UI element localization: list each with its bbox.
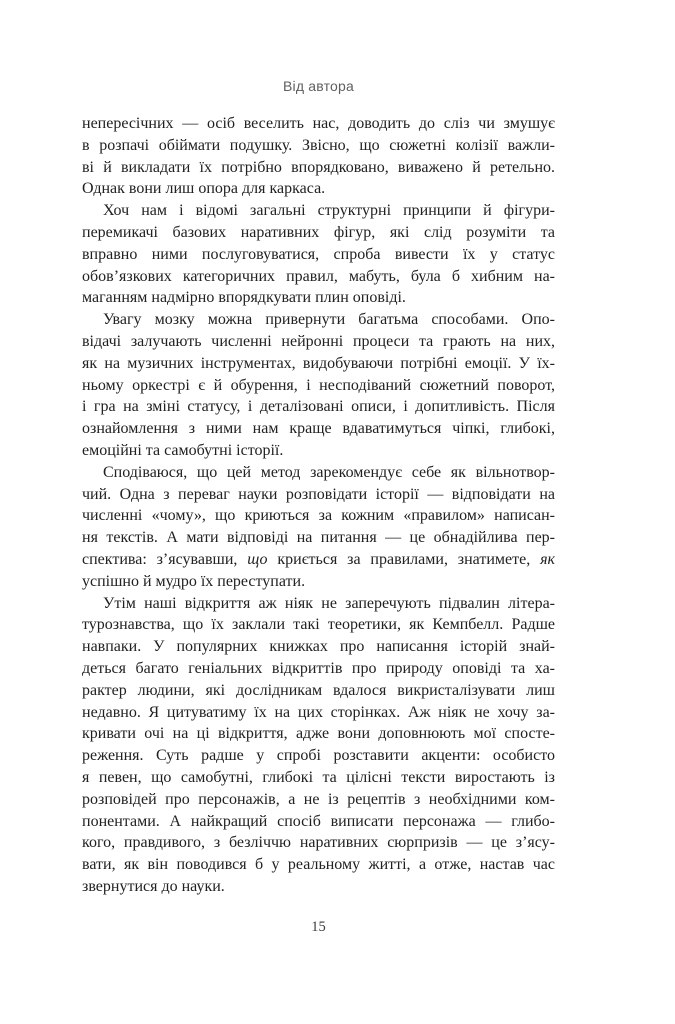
text-line: непересічних — осіб веселить нас, доводить до сліз чи змушує: [82, 115, 555, 132]
text-line: звернутися до науки.: [82, 877, 225, 895]
text-line: реження. Суть радше у спробі розставити акценти: особисто: [82, 747, 555, 765]
text-line: відачі залучають численні нейронні процеси та грають на них,: [82, 332, 555, 350]
text-line: в розпачі обіймати подушку. Звісно, що сюжетні колізії важли-: [82, 136, 555, 154]
text-line: кого, правдивого, з безліччю наративних сюрпризів — це з’ясу-: [82, 834, 555, 852]
text-line: я певен, що самобутні, глибокі та цілісні тексти виростають із: [82, 768, 555, 786]
text-line: турознавства, що їх заклали такі теоретики, як Кемпбелл. Радше: [82, 616, 555, 634]
text-line: ньому оркестрі є й обурення, і несподіваний сюжетний поворот,: [82, 376, 555, 394]
paragraph: [82, 593, 555, 898]
text-line: чий. Одна з переваг науки розповідати історії — відповідати на: [82, 485, 555, 503]
text-line: і гра на зміні статусу, і деталізовані описи, і допитливість. Після: [82, 398, 555, 416]
text-line: кривати очі на ці відкриття, адже вони доповнюють мої спосте-: [82, 725, 555, 743]
text-line: обов’язкових категоричних правил, мабуть, була б хибним на-: [82, 267, 555, 285]
paragraph: [82, 113, 555, 200]
text-line: вправно ними послуговуватися, спроба вивести їх у статус: [82, 245, 555, 263]
text-line: Сподіваюся, що цей метод зарекомендує себе як вільнотвор-: [103, 463, 555, 481]
text-line: ня текстів. А мати відповіді на питання — це обнадійлива пер-: [82, 529, 555, 547]
text-line: Утім наші відкриття аж ніяк не заперечують підвалин літера-: [103, 594, 555, 612]
text-line: Увагу мозку можна привернути багатьма способами. Опо-: [103, 311, 555, 329]
text-run: криється за правилами, знатимете,: [267, 550, 541, 568]
page-number: 15: [311, 919, 326, 935]
italic-text-run: що: [247, 550, 268, 568]
body-text: [82, 113, 555, 898]
italic-text-run: як: [540, 550, 555, 568]
text-line: вати, як він поводився б у реальному житті, а отже, настав час: [82, 856, 555, 874]
text-line: ознайомлення з ними нам краще вдаватимуться чіпкі, глибокі,: [82, 420, 555, 438]
paragraph: [82, 309, 555, 462]
text-line: розповідей про персонажів, а не із рецептів з необхідними ком-: [82, 790, 555, 808]
running-head: Від автора: [282, 78, 355, 94]
text-line: понентами. А найкращий спосіб виписати персонажа — глибо-: [82, 812, 555, 830]
text-line: недавно. Я цитуватиму їх на цих сторінках. Аж ніяк не хочу за-: [82, 703, 555, 721]
text-line: численні «чому», що криються за кожним «правилом» написан-: [82, 507, 555, 525]
text-line: ві й викладати їх потрібно впорядковано, виважено й ретельно.: [82, 158, 555, 176]
paragraph: [82, 200, 555, 309]
text-line: [82, 549, 555, 571]
text-line: рактер людини, які дослідникам вдалося викристалізувати лиш: [82, 681, 555, 699]
paragraph: [82, 462, 555, 593]
text-line: емоційні та самобутні історії.: [82, 441, 284, 459]
text-line: успішно й мудро їх переступати.: [82, 572, 306, 590]
text-line: Однак вони лиш опора для каркаса.: [82, 180, 326, 198]
text-line: навпаки. У популярних книжках про написання історій знай-: [82, 638, 555, 656]
text-line: Хоч нам і відомі загальні структурні принципи й фігури-: [103, 202, 555, 220]
text-line: перемикачі базових наративних фігур, які слід розуміти та: [82, 223, 555, 241]
text-run: спектива: з’ясувавши,: [82, 550, 248, 568]
text-line: маганням надмірно впорядкувати плин оповіді.: [82, 289, 406, 307]
text-line: деться багато геніальних відкриттів про природу оповіді та ха-: [82, 659, 555, 677]
text-line: як на музичних інструментах, видобуваючи потрібні емоції. У їх-: [82, 354, 555, 372]
